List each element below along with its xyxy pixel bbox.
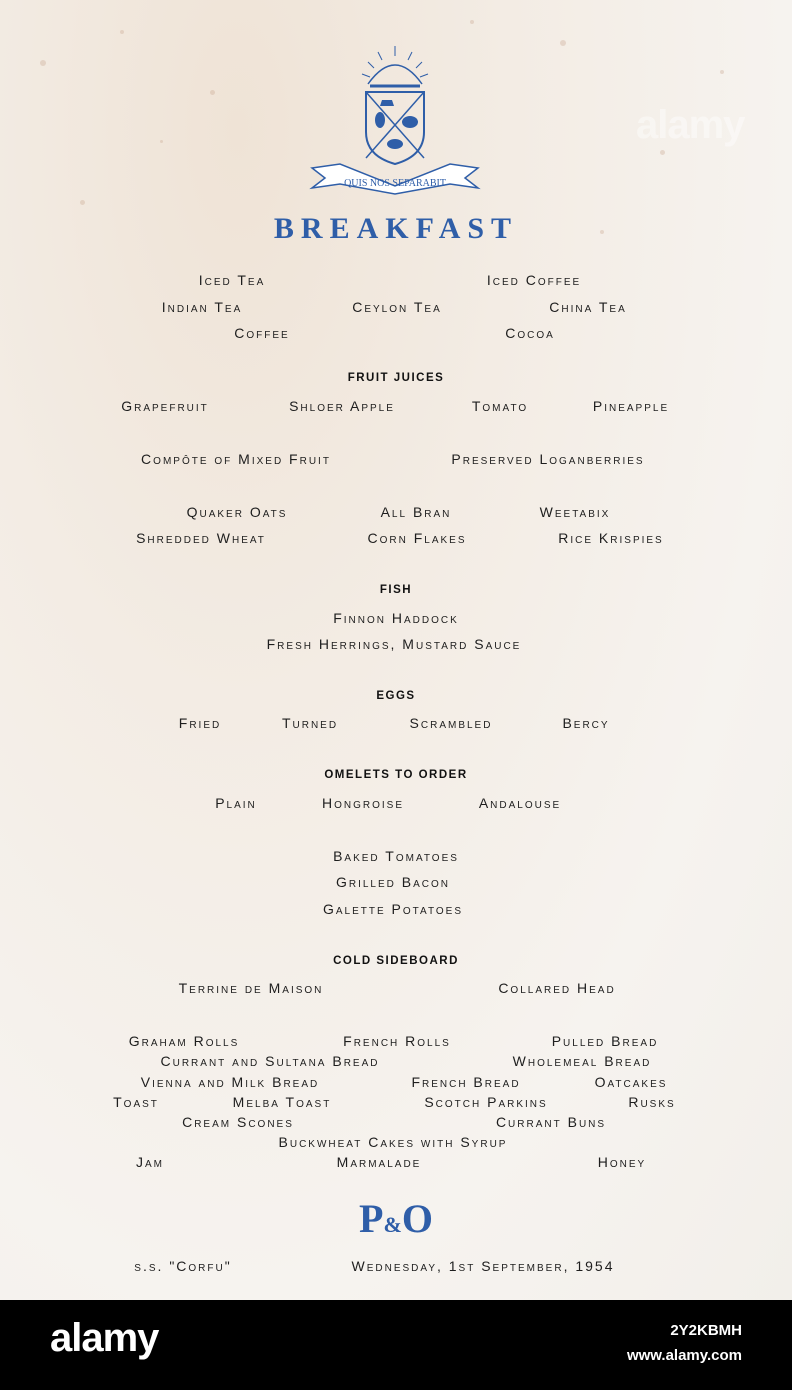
drinks-row-3	[0, 323, 792, 345]
menu-item: Coffee	[234, 325, 290, 341]
menu-item: French Rolls	[343, 1033, 451, 1049]
menu-item: Scotch Parkins	[424, 1094, 548, 1110]
menu-title: BREAKFAST	[273, 212, 519, 245]
menu-item: Grapefruit	[121, 398, 209, 414]
menu-item: Currant Buns	[495, 1114, 607, 1130]
menu-item: Cream Scones	[182, 1114, 294, 1130]
menu-item: Toast	[113, 1094, 159, 1110]
menu-item: Iced Tea	[198, 272, 266, 288]
menu-item: Melba Toast	[232, 1094, 332, 1110]
crest-icon	[300, 40, 490, 200]
watermark-overlay: alamy	[636, 103, 745, 147]
crest-motto: QUIS NOS SEPARABIT	[344, 178, 446, 189]
menu-item: Weetabix	[539, 504, 611, 520]
heading-omelets: OMELETS TO ORDER	[324, 769, 468, 781]
menu-item: Collared Head	[498, 980, 616, 996]
menu-item: Hongroise	[321, 795, 405, 811]
eggs-row	[0, 713, 792, 735]
menu-date: Wednesday, 1st September, 1954	[351, 1258, 615, 1274]
breads-row-3	[0, 1072, 792, 1094]
alamy-logo: alamy	[50, 1316, 159, 1360]
breads-row-4	[0, 1092, 792, 1114]
menu-item: Shredded Wheat	[136, 530, 266, 546]
menu-item: Finnon Haddock	[333, 610, 459, 626]
menu-item: Graham Rolls	[128, 1033, 240, 1049]
menu-item: All Bran	[380, 504, 452, 520]
grill-row-3	[0, 899, 792, 921]
menu-item: Pulled Bread	[551, 1033, 659, 1049]
fruit-juices-row	[0, 396, 792, 418]
grill-row-1	[0, 846, 792, 868]
menu-item: Baked Tomatoes	[333, 848, 459, 864]
menu-item: Bercy	[562, 715, 610, 731]
menu-item: Fried	[178, 715, 222, 731]
menu-item: Scrambled	[409, 715, 493, 731]
menu-item: Currant and Sultana Bread	[160, 1053, 380, 1069]
menu-item: Cocoa	[505, 325, 555, 341]
menu-item: Iced Coffee	[486, 272, 582, 288]
grill-row-2	[0, 872, 792, 894]
menu-item: China Tea	[549, 299, 627, 315]
menu-item: Corn Flakes	[367, 530, 467, 546]
menu-item: Quaker Oats	[186, 504, 288, 520]
breads-row-5	[0, 1112, 792, 1134]
logo-amp: &	[383, 1212, 402, 1237]
cereals-row-1	[0, 502, 792, 524]
drinks-row-2	[0, 297, 792, 319]
omelets-row	[0, 793, 792, 815]
menu-item: Grilled Bacon	[335, 874, 451, 890]
menu-item: Andalouse	[478, 795, 562, 811]
menu-item: Terrine de Maison	[178, 980, 324, 996]
ship-name: s.s. "Corfu"	[134, 1258, 232, 1274]
fish-row-2	[0, 634, 792, 656]
menu-item: Oatcakes	[594, 1074, 668, 1090]
menu-item: Vienna and Milk Bread	[140, 1074, 320, 1090]
breads-row-7	[0, 1152, 792, 1174]
logo-right: O	[401, 1196, 433, 1241]
heading-cold-sideboard: COLD SIDEBOARD	[333, 955, 459, 967]
menu-item: Preserved Loganberries	[451, 451, 645, 467]
menu-item: Marmalade	[336, 1154, 422, 1170]
menu-item: Shloer Apple	[289, 398, 395, 414]
menu-item: Plain	[215, 795, 257, 811]
heading-eggs: EGGS	[376, 690, 416, 702]
menu-item: Pineapple	[592, 398, 670, 414]
footer-line	[0, 1256, 792, 1278]
menu-item: Galette Potatoes	[322, 901, 464, 917]
heading-fruit-juices: FRUIT JUICES	[347, 372, 445, 384]
breads-row-6	[0, 1132, 792, 1154]
menu-item: Rice Krispies	[558, 530, 664, 546]
breads-row-2	[0, 1051, 792, 1073]
menu-item: Compôte of Mixed Fruit	[141, 451, 331, 467]
menu-item: Buckwheat Cakes with Syrup	[278, 1134, 508, 1150]
menu-item: Turned	[281, 715, 339, 731]
fruit-row	[0, 449, 792, 471]
p-and-o-logo	[0, 1195, 792, 1242]
cold-sideboard-row	[0, 978, 792, 1000]
heading-fish: FISH	[379, 584, 413, 596]
site-url: www.alamy.com	[626, 1347, 742, 1364]
menu-item: Fresh Herrings, Mustard Sauce	[266, 636, 522, 652]
menu-item: French Bread	[411, 1074, 521, 1090]
menu-item: Ceylon Tea	[352, 299, 442, 315]
breads-row-1	[0, 1031, 792, 1053]
logo-left: P	[359, 1196, 384, 1241]
fish-row-1	[0, 608, 792, 630]
menu-item: Tomato	[471, 398, 529, 414]
menu-item: Rusks	[628, 1094, 676, 1110]
drinks-row-1	[0, 270, 792, 292]
image-id: 2Y2KBMH	[670, 1322, 742, 1339]
menu-item: Wholemeal Bread	[512, 1053, 652, 1069]
menu-item: Indian Tea	[161, 299, 243, 315]
cereals-row-2	[0, 528, 792, 550]
menu-item: Honey	[597, 1154, 647, 1170]
menu-item: Jam	[136, 1154, 164, 1170]
